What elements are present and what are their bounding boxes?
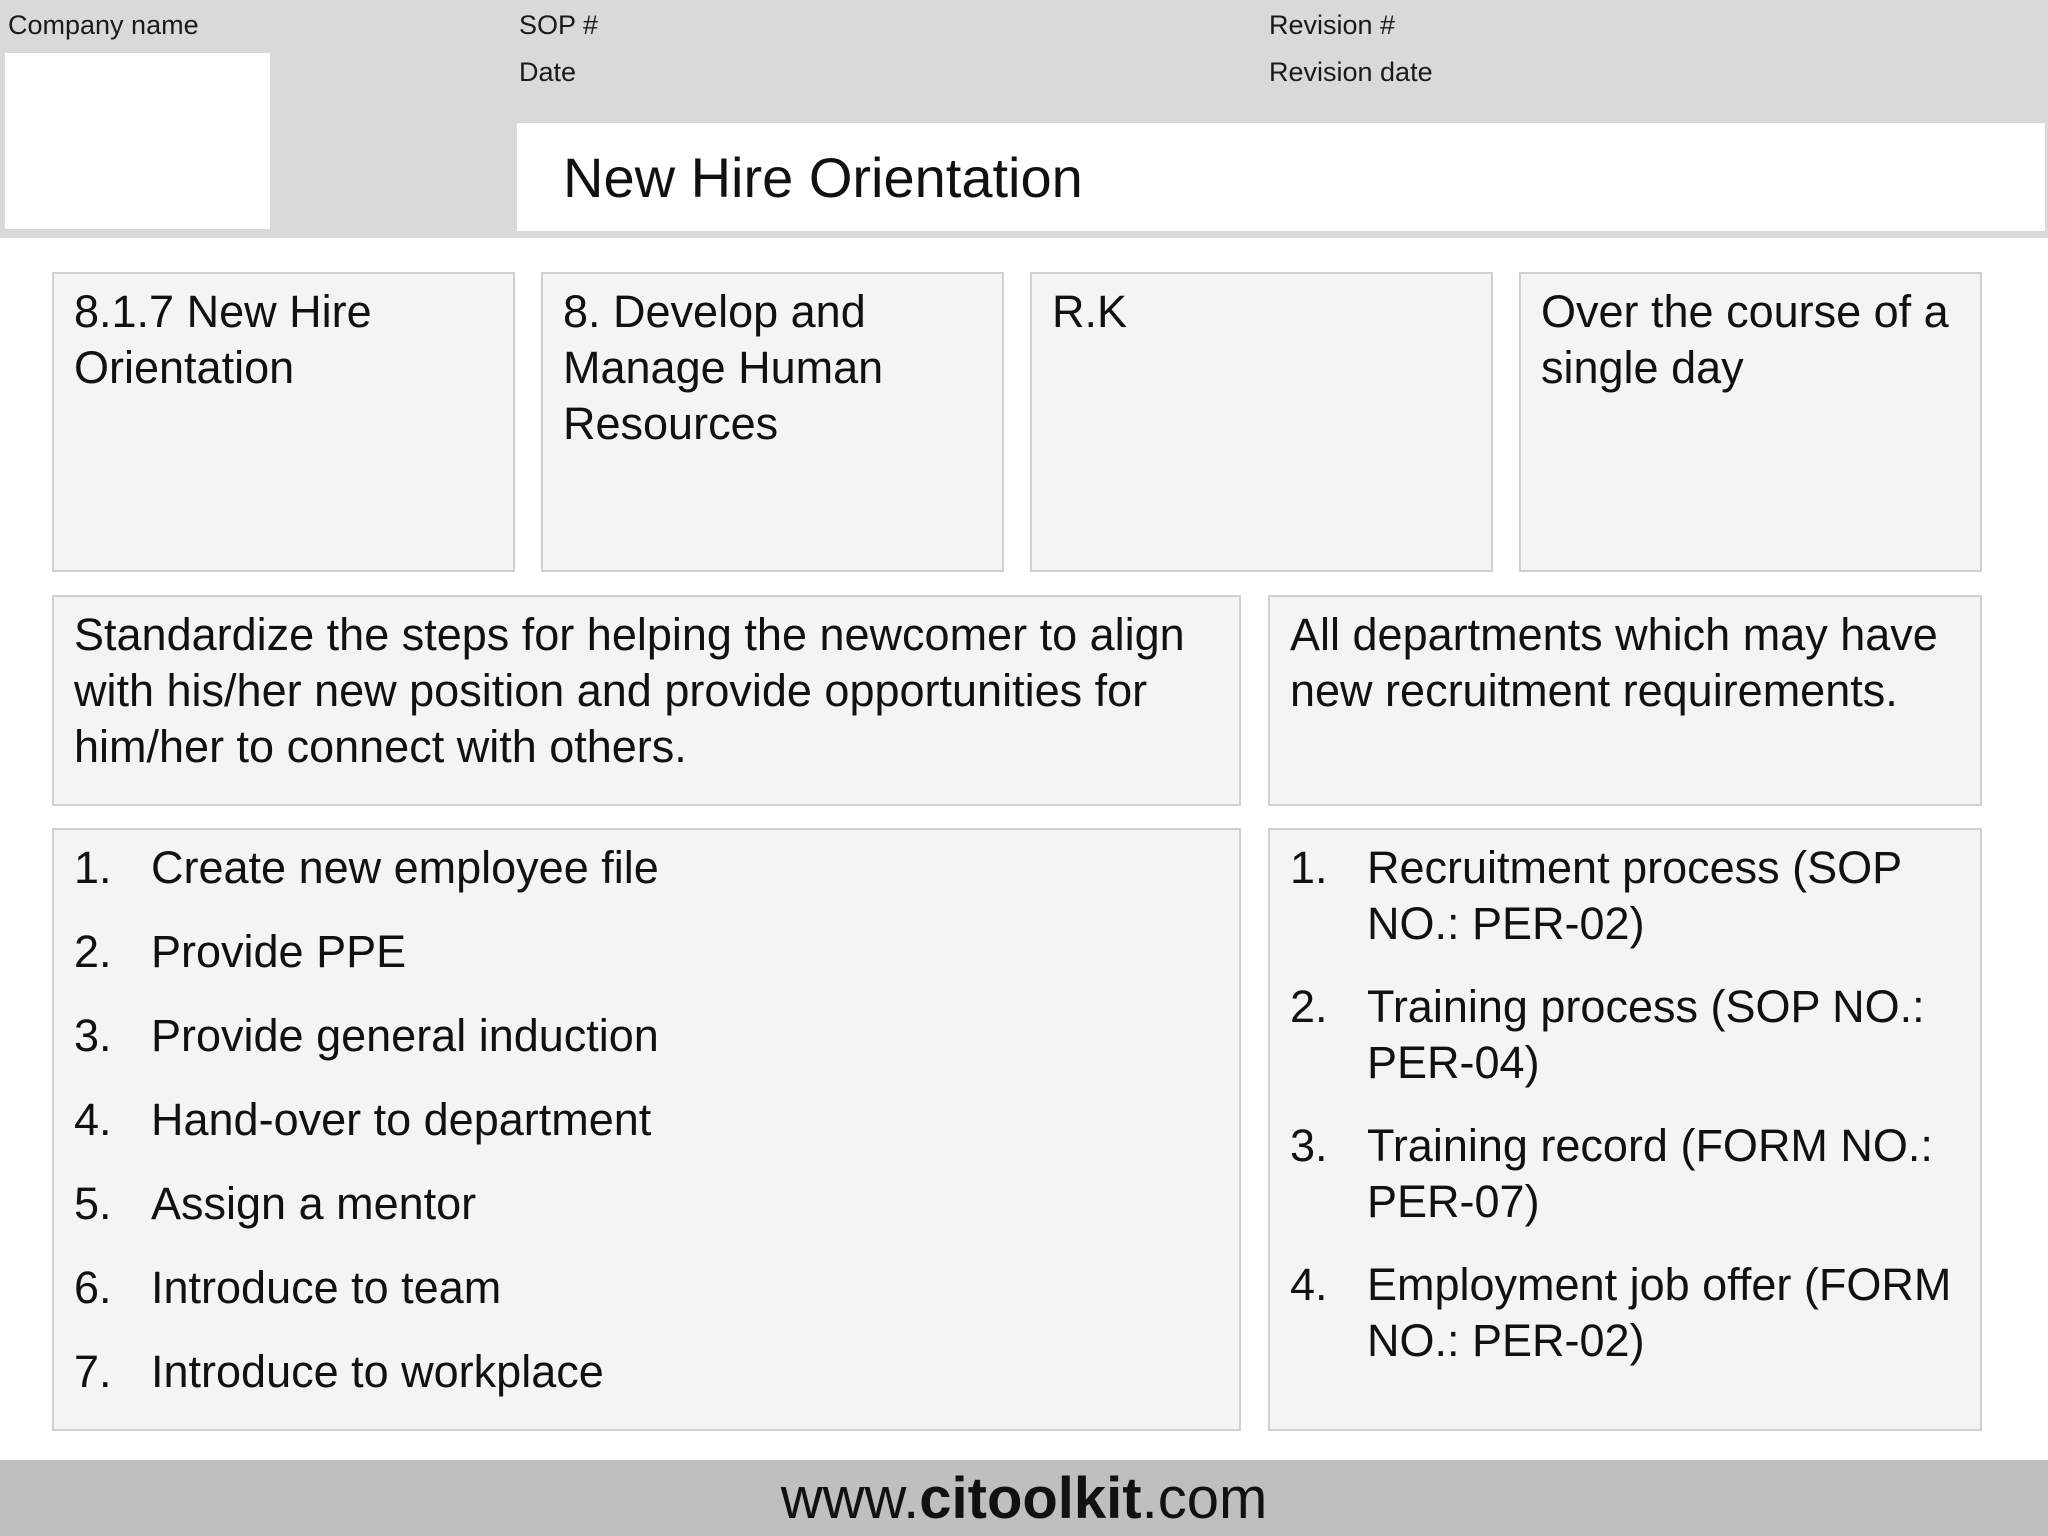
footer-url-prefix: www. <box>780 1465 920 1531</box>
list-item-number: 2. <box>1290 981 1328 1032</box>
info-card-duration <box>1519 272 1982 572</box>
references-list <box>1290 840 1960 1369</box>
steps-card <box>52 828 1241 1431</box>
info-card-duration-text: Over the course of a single day <box>1541 286 1949 393</box>
footer-band <box>0 1460 2048 1536</box>
list-item-number: 1. <box>1290 842 1328 893</box>
header-band <box>0 0 2048 238</box>
list-item-text: Training process (SOP NO.: PER-04) <box>1367 981 1925 1088</box>
list-item-number: 3. <box>1290 1120 1328 1171</box>
page-title: New Hire Orientation <box>563 146 1083 209</box>
info-card-process-text: 8.1.7 New Hire Orientation <box>74 286 372 393</box>
list-item-number: 6. <box>74 1262 112 1313</box>
list-item <box>1290 979 1960 1091</box>
list-item-text: Training record (FORM NO.: PER-07) <box>1367 1120 1933 1227</box>
list-item <box>74 1008 1219 1092</box>
list-item <box>74 1176 1219 1260</box>
scope-card <box>1268 595 1982 806</box>
list-item-number: 4. <box>74 1094 112 1145</box>
list-item-number: 1. <box>74 842 112 893</box>
list-item-number: 5. <box>74 1178 112 1229</box>
list-item-text: Create new employee file <box>151 842 659 893</box>
list-item-number: 3. <box>74 1010 112 1061</box>
references-card <box>1268 828 1982 1431</box>
list-item-number: 4. <box>1290 1259 1328 1310</box>
list-item-text: Recruitment process (SOP NO.: PER-02) <box>1367 842 1902 949</box>
footer-url-suffix: .com <box>1141 1465 1268 1531</box>
list-item <box>74 1260 1219 1344</box>
list-item <box>74 1092 1219 1176</box>
list-item-text: Introduce to team <box>151 1262 502 1313</box>
list-item <box>1290 1118 1960 1230</box>
list-item <box>1290 1257 1960 1369</box>
list-item-text: Introduce to workplace <box>151 1346 604 1397</box>
list-item-number: 7. <box>74 1346 112 1397</box>
list-item <box>1290 840 1960 952</box>
list-item <box>74 1344 1219 1428</box>
list-item <box>74 840 1219 924</box>
list-item-text: Hand-over to department <box>151 1094 652 1145</box>
revision-date-label: Revision date <box>1269 57 1433 87</box>
info-card-owner-text: R.K <box>1052 286 1128 337</box>
steps-list <box>74 840 1219 1428</box>
list-item-text: Assign a mentor <box>151 1178 477 1229</box>
info-card-category-text: 8. Develop and Manage Human Resources <box>563 286 884 449</box>
purpose-card <box>52 595 1241 806</box>
scope-text: All departments which may have new recruitment requirements. <box>1290 609 1938 716</box>
list-item-number: 2. <box>74 926 112 977</box>
logo-placeholder <box>5 53 270 229</box>
list-item <box>74 924 1219 1008</box>
info-card-category <box>541 272 1004 572</box>
sop-number-label: SOP # <box>519 10 599 40</box>
list-item-text: Employment job offer (FORM NO.: PER-02) <box>1367 1259 1952 1366</box>
revision-number-label: Revision # <box>1269 10 1396 40</box>
list-item-text: Provide PPE <box>151 926 407 977</box>
list-item-text: Provide general induction <box>151 1010 659 1061</box>
date-label: Date <box>519 57 577 87</box>
footer-url-brand: citoolkit <box>919 1465 1142 1531</box>
company-name-label: Company name <box>8 10 199 40</box>
purpose-text: Standardize the steps for helping the newcomer to align with his/her new position and provide opportunities for him/her to connect with others. <box>74 609 1185 772</box>
footer-url[interactable] <box>781 1465 1268 1532</box>
info-card-process <box>52 272 515 572</box>
title-box <box>517 123 2045 231</box>
info-card-owner <box>1030 272 1493 572</box>
